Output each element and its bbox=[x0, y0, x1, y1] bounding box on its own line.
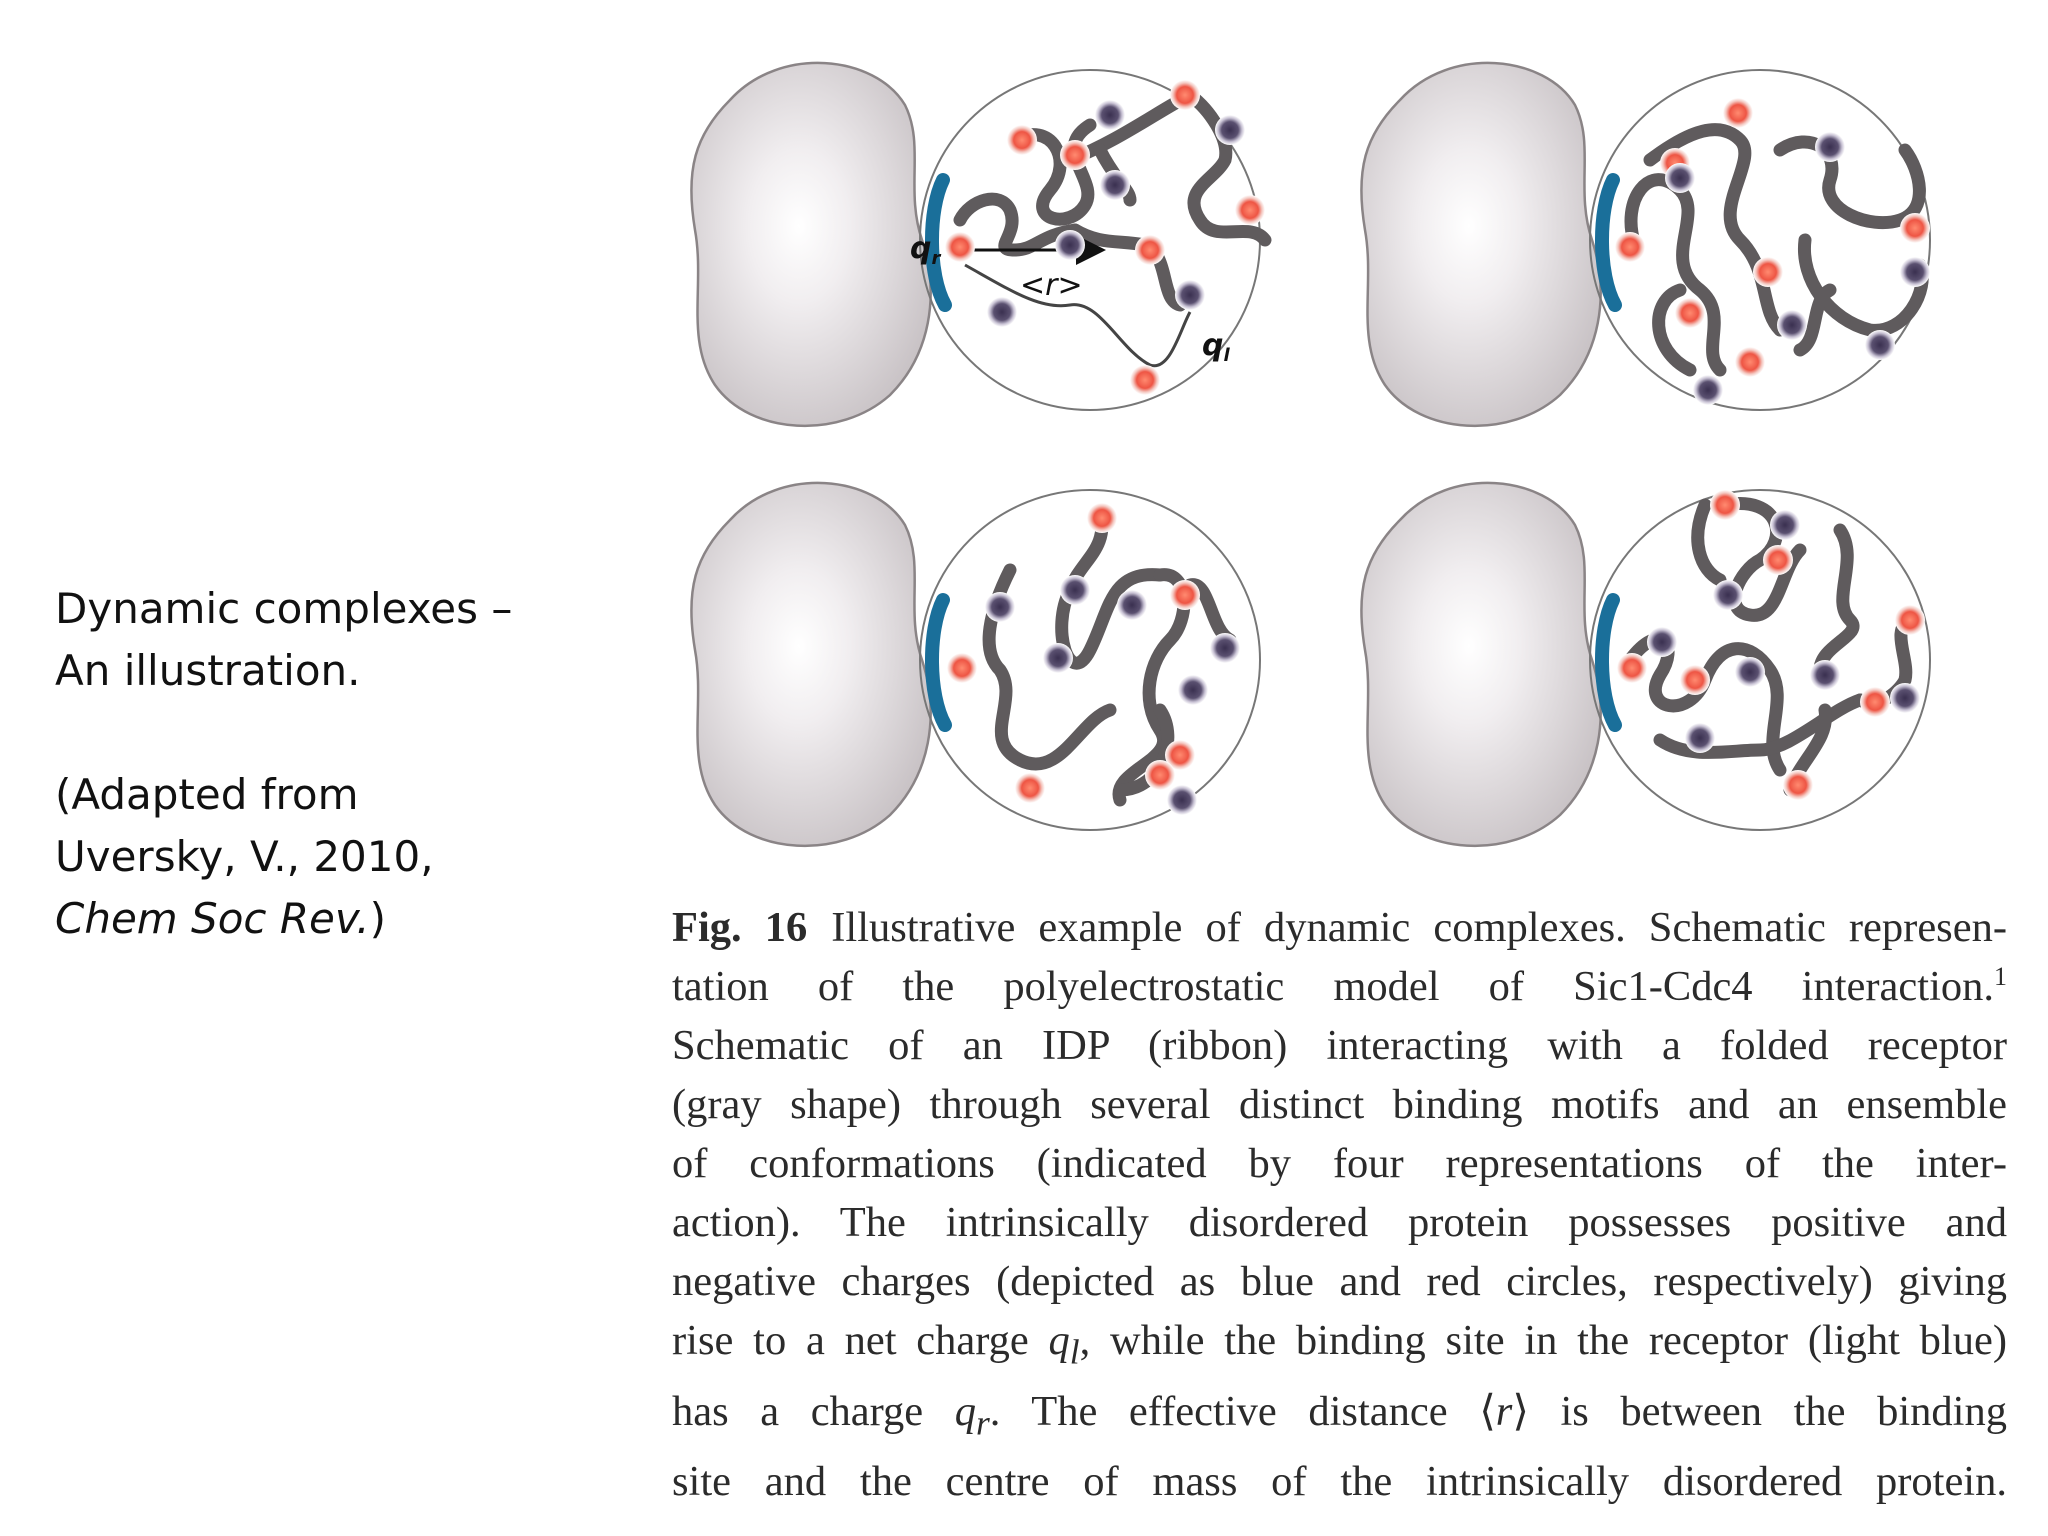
negative-charge bbox=[1680, 665, 1710, 695]
label-ql: $q_l$ bbox=[1202, 328, 1230, 366]
binding-site bbox=[932, 180, 945, 305]
caption-line: rise to a net charge $q_l$, while the binding site in the receptor (light blue) bbox=[672, 1317, 2008, 1372]
figure-illustration bbox=[690, 50, 2025, 860]
positive-charge bbox=[1815, 132, 1845, 162]
side-adapted-line1: (Adapted from bbox=[55, 770, 359, 819]
negative-charge bbox=[1783, 770, 1813, 800]
positive-charge bbox=[1215, 115, 1245, 145]
positive-charge bbox=[1777, 310, 1807, 340]
negative-charge bbox=[1723, 98, 1753, 128]
negative-charge bbox=[947, 653, 977, 683]
caption-line: action). The intrinsically disordered protein possesses positive and bbox=[672, 1199, 2007, 1246]
panel-top-right bbox=[1361, 63, 1930, 426]
figure-number: Fig. 16 bbox=[672, 904, 808, 951]
receptor-shape bbox=[1361, 63, 1600, 426]
positive-charge bbox=[1810, 660, 1840, 690]
var-q: q bbox=[1048, 1317, 1070, 1364]
positive-charge bbox=[1900, 257, 1930, 287]
positive-charge bbox=[1043, 643, 1073, 673]
negative-charge bbox=[1763, 545, 1793, 575]
label-qr: $q_r$ bbox=[910, 231, 941, 269]
positive-charge bbox=[1713, 580, 1743, 610]
negative-charge bbox=[1753, 257, 1783, 287]
negative-charge bbox=[1895, 605, 1925, 635]
positive-charge bbox=[1167, 785, 1197, 815]
var-q: q bbox=[954, 1387, 977, 1435]
negative-charge bbox=[1170, 80, 1200, 110]
negative-charge bbox=[1860, 687, 1890, 717]
positive-charge bbox=[1095, 100, 1125, 130]
receptor-shape bbox=[691, 63, 930, 426]
panel-bottom-right bbox=[1361, 483, 1930, 846]
binding-site bbox=[1602, 180, 1615, 305]
side-gap bbox=[55, 702, 575, 764]
positive-charge bbox=[985, 592, 1015, 622]
caption-line: Schematic of an IDP (ribbon) interacting with a folded receptor bbox=[672, 1022, 2007, 1069]
caption-line: Fig. 16 Illustrative example of dynamic complexes. Schematic represen- bbox=[672, 904, 2007, 951]
caption-line: site and the centre of mass of the intrinsically disordered protein. bbox=[672, 1458, 2007, 1505]
receptor-shape bbox=[691, 483, 930, 846]
positive-charge bbox=[1175, 280, 1205, 310]
positive-charge bbox=[1665, 163, 1695, 193]
negative-charge bbox=[1900, 213, 1930, 243]
negative-charge bbox=[1060, 140, 1090, 170]
panel-bottom-left bbox=[691, 483, 1260, 846]
positive-charge bbox=[1210, 633, 1240, 663]
receptor-shape bbox=[1361, 483, 1600, 846]
negative-charge bbox=[1675, 298, 1705, 328]
side-journal: Chem Soc Rev. bbox=[55, 894, 370, 943]
caption-line: has a charge $q_r$. The effective distance ⟨r⟩ is between the binding bbox=[672, 1387, 2007, 1442]
side-title-line1: Dynamic complexes – bbox=[55, 584, 513, 633]
negative-charge bbox=[1235, 195, 1265, 225]
side-note bbox=[55, 578, 575, 950]
positive-charge bbox=[1735, 657, 1765, 687]
positive-charge bbox=[1685, 723, 1715, 753]
binding-site bbox=[932, 600, 945, 725]
negative-charge bbox=[1007, 125, 1037, 155]
caption-line: tation of the polyelectrostatic model of Sic1-Cdc4 interaction.$^1$ bbox=[672, 961, 2007, 1010]
binding-site bbox=[1602, 600, 1615, 725]
caption-line: negative charges (depicted as blue and red circles, respectively) giving bbox=[672, 1258, 2007, 1305]
caption-line: (gray shape) through several distinct binding motifs and an ensemble bbox=[672, 1081, 2007, 1128]
caption-line: of conformations (indicated by four representations of the inter- bbox=[672, 1140, 2007, 1187]
positive-charge bbox=[1865, 330, 1895, 360]
footnote-ref: 1 bbox=[1994, 961, 2007, 991]
side-citation-line bbox=[55, 888, 575, 950]
var-r: r bbox=[1495, 1387, 1513, 1435]
positive-charge bbox=[1693, 375, 1723, 405]
negative-charge bbox=[1170, 580, 1200, 610]
panel-top-left bbox=[691, 63, 1265, 426]
negative-charge bbox=[1710, 490, 1740, 520]
positive-charge bbox=[1890, 683, 1920, 713]
negative-charge bbox=[1145, 760, 1175, 790]
figure-caption bbox=[672, 898, 2007, 1511]
negative-charge bbox=[1087, 503, 1117, 533]
negative-charge bbox=[1617, 653, 1647, 683]
negative-charge bbox=[945, 232, 975, 262]
side-close-paren: ) bbox=[369, 894, 387, 943]
negative-charge bbox=[1135, 235, 1165, 265]
negative-charge bbox=[1615, 232, 1645, 262]
positive-charge bbox=[1770, 510, 1800, 540]
positive-charge bbox=[1178, 675, 1208, 705]
positive-charge bbox=[1117, 590, 1147, 620]
negative-charge bbox=[1735, 347, 1765, 377]
negative-charge bbox=[1130, 365, 1160, 395]
positive-charge bbox=[1055, 230, 1085, 260]
positive-charge bbox=[1060, 575, 1090, 605]
positive-charge bbox=[987, 297, 1017, 327]
label-r: <r> bbox=[1020, 268, 1083, 303]
negative-charge bbox=[1015, 773, 1045, 803]
positive-charge bbox=[1100, 170, 1130, 200]
side-adapted-line2: Uversky, V., 2010, bbox=[55, 832, 434, 881]
positive-charge bbox=[1647, 627, 1677, 657]
side-title-line2: An illustration. bbox=[55, 646, 361, 695]
